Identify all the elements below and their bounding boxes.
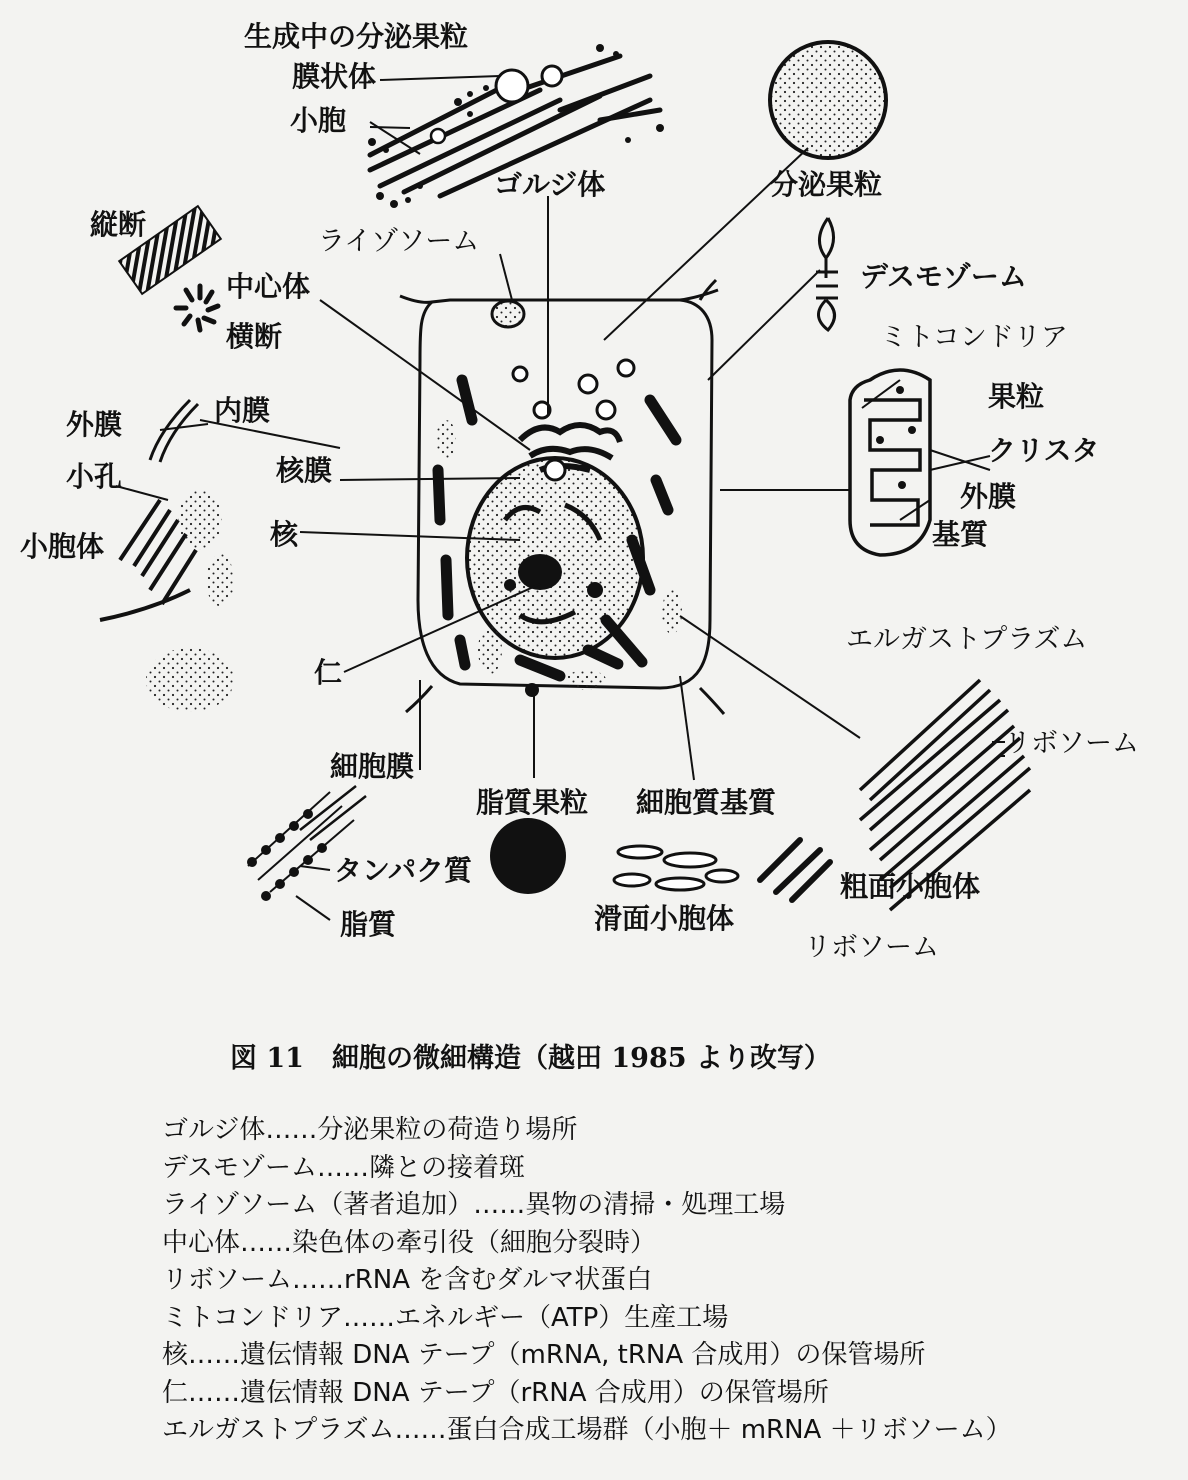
label-nucleolus: 仁 [314, 656, 343, 689]
legend-item: ゴルジ体……分泌果粒の荷造り場所 [162, 1115, 578, 1145]
label-golgi: ゴルジ体 [494, 168, 606, 201]
lysosome-body [492, 301, 524, 327]
caption-number: 図 11 [230, 1043, 304, 1074]
label-rough-er: 粗面小胞体 [840, 870, 981, 903]
rough-er-small [760, 840, 830, 900]
label-outer-membrane-mito: 外膜 [960, 480, 1017, 513]
legend-item: リボソーム……rRNA を含むダルマ状蛋白 [162, 1265, 653, 1295]
label-lysosome: ライゾソーム [318, 226, 480, 257]
nuclear-envelope-detail [150, 400, 198, 462]
label-lipid-granule: 脂質果粒 [476, 786, 589, 819]
label-ribosome-er: リボソーム [1004, 728, 1139, 759]
label-desmosome: デスモゾーム [860, 260, 1027, 293]
smooth-er [614, 846, 738, 890]
label-vesicle: 小胞 [290, 104, 347, 137]
label-protein: タンパク質 [334, 854, 473, 887]
secretory-granule-large [770, 42, 886, 158]
label-centrosome: 中心体 [226, 270, 311, 303]
label-crista: クリスタ [988, 434, 1100, 467]
legend-item: エルガストプラズム……蛋白合成工場群（小胞＋ mRNA ＋リボソーム） [162, 1415, 1012, 1445]
label-ribosome-bottom: リボソーム [804, 932, 939, 963]
lipid-granule [490, 818, 566, 894]
label-membrane-body: 膜状体 [292, 60, 377, 93]
label-nucleus: 核 [270, 518, 299, 551]
label-secretory-granule-forming: 生成中の分泌果粒 [244, 20, 469, 53]
legend-item: 仁……遺伝情報 DNA テープ（rRNA 合成用）の保管場所 [162, 1377, 829, 1408]
label-mitochondria: ミトコンドリア [880, 322, 1068, 353]
label-vesicle-body: 小胞体 [20, 530, 105, 563]
label-transverse: 横断 [226, 320, 283, 353]
figure-caption [230, 1036, 859, 1075]
legend-item: ライゾソーム（著者追加）……異物の清掃・処理工場 [162, 1190, 786, 1220]
desmosome [816, 218, 838, 330]
label-inner-membrane: 内膜 [214, 394, 271, 427]
legend-list [162, 1112, 1012, 1450]
legend-item: ミトコンドリア……エネルギー（ATP）生産工場 [162, 1302, 729, 1333]
label-cytoplasmic-matrix: 細胞質基質 [636, 786, 777, 819]
label-pore: 小孔 [66, 460, 123, 493]
cell-vesicles [492, 301, 634, 419]
centriole-transverse [176, 286, 218, 330]
label-outer-membrane: 外膜 [66, 408, 123, 441]
label-smooth-er: 滑面小胞体 [594, 902, 735, 935]
label-longitudinal: 縦断 [90, 208, 147, 241]
caption-title: 細胞の微細構造（越田 1985 より改写） [331, 1043, 831, 1074]
legend-item: 核……遺伝情報 DNA テープ（mRNA, tRNA 合成用）の保管場所 [162, 1340, 926, 1370]
legend-item: デスモゾーム……隣との接着斑 [162, 1152, 525, 1183]
label-granule: 果粒 [988, 380, 1045, 413]
label-cell-membrane: 細胞膜 [330, 750, 415, 783]
label-lipid: 脂質 [340, 908, 397, 941]
label-ergastoplasm: エルガストプラズム [846, 624, 1088, 655]
mitochondrion-detail [850, 370, 930, 555]
legend-item: 中心体……染色体の牽引役（細胞分裂時） [162, 1227, 657, 1258]
label-secretory-granule: 分泌果粒 [770, 168, 883, 201]
label-nuclear-membrane: 核膜 [276, 454, 333, 487]
label-matrix: 基質 [932, 518, 989, 551]
